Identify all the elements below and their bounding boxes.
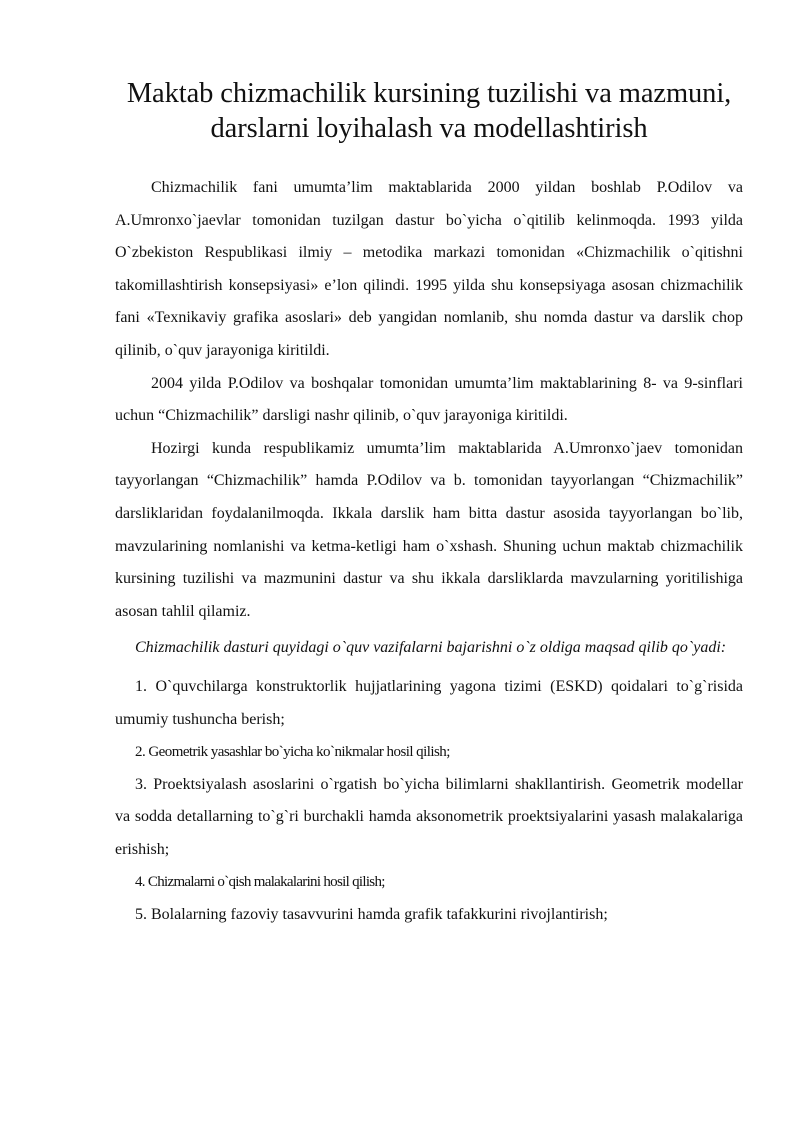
list-item-number: 1. bbox=[135, 677, 147, 695]
list-item-text: O`quvchilarga konstruktorlik hujjatlarining yagona tizimi (ESKD) qoidalari to`g`risida umumiy tushuncha berish; bbox=[115, 677, 744, 728]
tasks-list bbox=[115, 671, 743, 932]
list-item-text: Proektsiyalash asoslarini o`rgatish bo`yicha bilimlarni shakllantirish. Geometrik modellar va sodda detallarning to`g`ri burchakli hamda aksonometrik proektsiyalarini yasash malakalariga erishish; bbox=[115, 775, 743, 858]
paragraph-2004-textbook: 2004 yilda P.Odilov va boshqalar tomonidan umumta’lim maktablarining 8- va 9-sinflari uchun “Chizmachilik” darsligi nashr qilinib, o`quv jarayoniga kiritildi. bbox=[115, 374, 743, 425]
list-item-number: 5. bbox=[135, 906, 147, 924]
document-title: Maktab chizmachilik kursining tuzilishi va mazmuni, darslarni loyihalash va modellashtirish bbox=[126, 78, 732, 144]
list-item-number: 2. bbox=[135, 744, 146, 761]
list-item-text: Bolalarning fazoviy tasavvurini hamda grafik tafakkurini rivojlantirish; bbox=[151, 906, 608, 924]
tasks-intro: Chizmachilik dasturi quyidagi o`quv vazifalarni bajarishni o`z oldiga maqsad qilib qo`yadi: bbox=[135, 639, 727, 657]
list-item bbox=[115, 671, 743, 736]
list-item-text: Chizmalarni o`qish malakalarini hosil qilish; bbox=[147, 874, 385, 891]
paragraph-history: Chizmachilik fani umumta’lim maktablarida 2000 yildan boshlab P.Odilov va A.Umronxo`jaevlar tomonidan tuzilgan dastur bo`yicha o`qitilib kelinmoqda. 1993 yilda O`zbekiston Respublikasi ilmiy – metodika markazi tomonidan «Chizmachilik o`qitishni takomillashtirish konsepsiyasi» e’lon qilindi. 1995 yilda shu konsepsiyaga asosan chizmachilik fani «Texnikaviy grafika asoslari» deb yangidan nomlanib, shu nomda dastur va darslik chop qilinib, o`quv jarayoniga kiritildi. bbox=[115, 179, 743, 359]
paragraph-current-textbooks: Hozirgi kunda respublikamiz umumta’lim maktablarida A.Umronxo`jaev tomonidan tayyorlangan “Chizmachilik” hamda P.Odilov va b. tomonidan tayyorlangan “Chizmachilik” darsliklaridan foydalanilmoqda. Ikkala darslik ham bitta dastur asosida tayyorlangan bo`lib, mavzularining nomlanishi va ketma-ketligi ham o`xshash. Shuning uchun maktab chizmachilik kursining tuzilishi va mazmunini dastur va shu ikkala darsliklarda mavzularning yoritilishiga asosan tahlil qilamiz. bbox=[115, 439, 743, 620]
list-item bbox=[115, 866, 743, 899]
list-item bbox=[115, 769, 743, 867]
list-item-text: Geometrik yasashlar bo`yicha ko`nikmalar hosil qilish; bbox=[148, 744, 450, 761]
list-item bbox=[115, 899, 743, 932]
list-item bbox=[115, 736, 743, 769]
list-item-number: 3. bbox=[135, 775, 147, 793]
list-item-number: 4. bbox=[135, 874, 145, 891]
document-page bbox=[115, 76, 743, 932]
